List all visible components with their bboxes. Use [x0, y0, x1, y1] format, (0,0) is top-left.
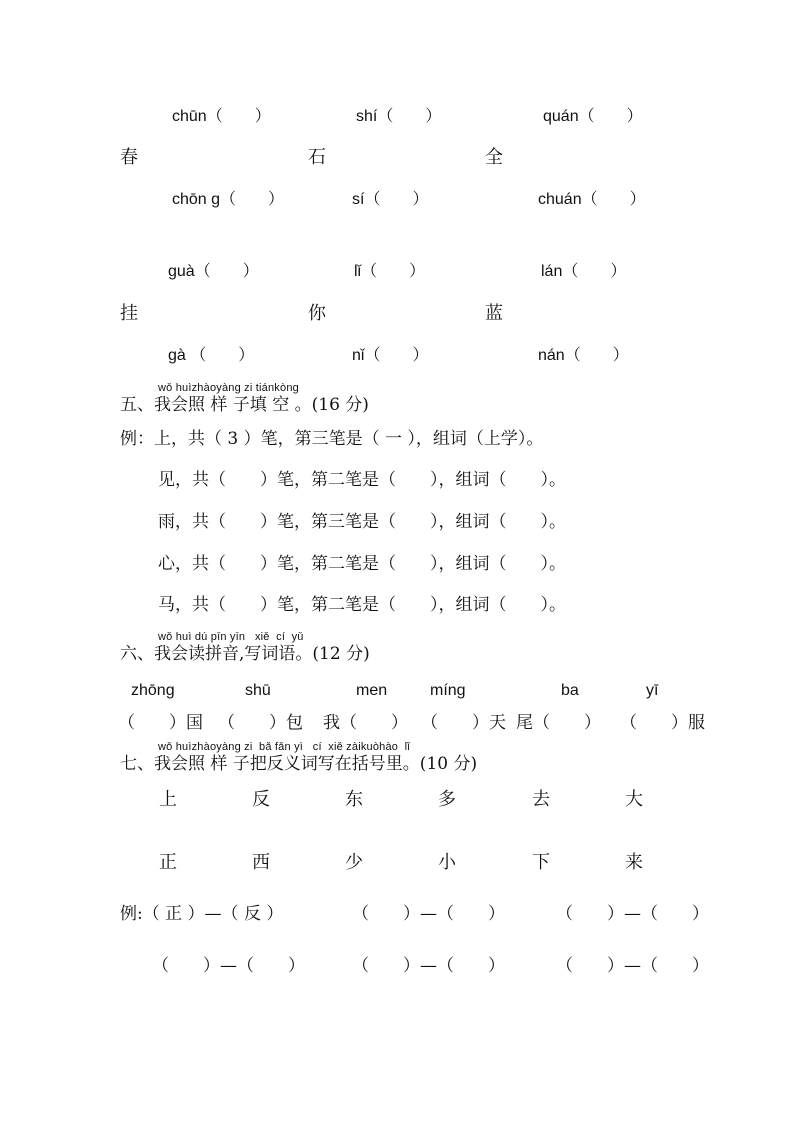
antonym-char: 大	[625, 789, 643, 810]
antonym-char: 下	[532, 852, 550, 873]
hanzi-character: 你	[308, 303, 326, 324]
pinyin-item: míng	[430, 682, 466, 699]
example-line: 例：上，共（ 3 ）笔，第三笔是（ 一 ），组词（上学）。	[120, 429, 544, 449]
pinyin-prompt: chūn（ ）	[172, 108, 271, 125]
pinyin-prompt: guà（ ）	[168, 263, 259, 280]
antonym-blank-pair: （ ）—（ ）	[352, 956, 505, 976]
word-blank: 我（ ）	[323, 713, 408, 733]
antonym-char: 上	[159, 789, 177, 810]
pinyin-item: yī	[646, 682, 659, 699]
exercise-row: 雨，共（ ）笔，第三笔是（ ），组词（ ）。	[158, 512, 566, 532]
pinyin-prompt: lǐ（ ）	[354, 263, 426, 280]
word-blank: （ ）国	[118, 713, 203, 733]
word-blank: （ ）服	[620, 713, 705, 733]
pinyin-prompt: chuán（ ）	[538, 191, 646, 208]
antonym-char: 东	[345, 789, 363, 810]
hanzi-character: 挂	[120, 303, 138, 324]
antonym-char: 反	[252, 789, 270, 810]
pinyin-prompt: quán（ ）	[543, 108, 643, 125]
antonym-example: 例:（ 正 ）—（ 反 ）	[120, 904, 284, 924]
pinyin-item: ba	[561, 682, 579, 699]
antonym-char: 多	[438, 789, 456, 810]
pinyin-prompt: gà （ ）	[168, 347, 255, 364]
antonym-char: 小	[438, 852, 456, 873]
pinyin-prompt: sí（ ）	[352, 191, 429, 208]
section-title-pinyin: wǒ huìzhàoyàng zi tiánkòng	[158, 382, 299, 394]
antonym-blank-pair: （ ）—（ ）	[556, 904, 709, 924]
pinyin-prompt: lán（ ）	[541, 263, 627, 280]
word-blank: 尾（ ）	[516, 713, 601, 733]
pinyin-item: zhōng	[131, 682, 175, 699]
section-title-pinyin: wǒ huìzhàoyàng zi bǎ fǎn yì cí xiě zàikuòhào lǐ	[158, 741, 410, 753]
exercise-row: 心，共（ ）笔，第二笔是（ ），组词（ ）。	[158, 554, 566, 574]
section-title: 六、我会读拼音,写词语。(12 分)	[120, 644, 370, 664]
pinyin-prompt: nǐ（ ）	[352, 347, 429, 364]
pinyin-prompt: chōn g（ ）	[172, 191, 285, 208]
antonym-blank-pair: （ ）—（ ）	[152, 956, 305, 976]
section-title-pinyin: wǒ huì dú pīn yīn xiě cí yǔ	[158, 631, 304, 643]
antonym-char: 去	[532, 789, 550, 810]
antonym-char: 正	[159, 852, 177, 873]
antonym-char: 少	[345, 852, 363, 873]
hanzi-character: 蓝	[485, 303, 503, 324]
antonym-char: 西	[252, 852, 270, 873]
antonym-char: 来	[625, 852, 643, 873]
pinyin-item: men	[356, 682, 388, 699]
hanzi-character: 石	[308, 147, 326, 168]
hanzi-character: 春	[120, 147, 138, 168]
pinyin-prompt: nán（ ）	[538, 347, 629, 364]
section-title: 五、我会照 样 子填 空 。(16 分)	[120, 395, 369, 415]
pinyin-prompt: shí（ ）	[356, 108, 442, 125]
exercise-row: 马，共（ ）笔，第二笔是（ ），组词（ ）。	[158, 595, 566, 615]
pinyin-item: shū	[245, 682, 271, 699]
antonym-blank-pair: （ ）—（ ）	[352, 904, 505, 924]
hanzi-character: 全	[485, 147, 503, 168]
word-blank: （ ）天	[421, 713, 506, 733]
section-title: 七、我会照 样 子把反义词写在括号里。(10 分)	[120, 754, 478, 774]
word-blank: （ ）包	[218, 713, 303, 733]
antonym-blank-pair: （ ）—（ ）	[556, 956, 709, 976]
exercise-row: 见，共（ ）笔，第二笔是（ ），组词（ ）。	[158, 470, 566, 490]
